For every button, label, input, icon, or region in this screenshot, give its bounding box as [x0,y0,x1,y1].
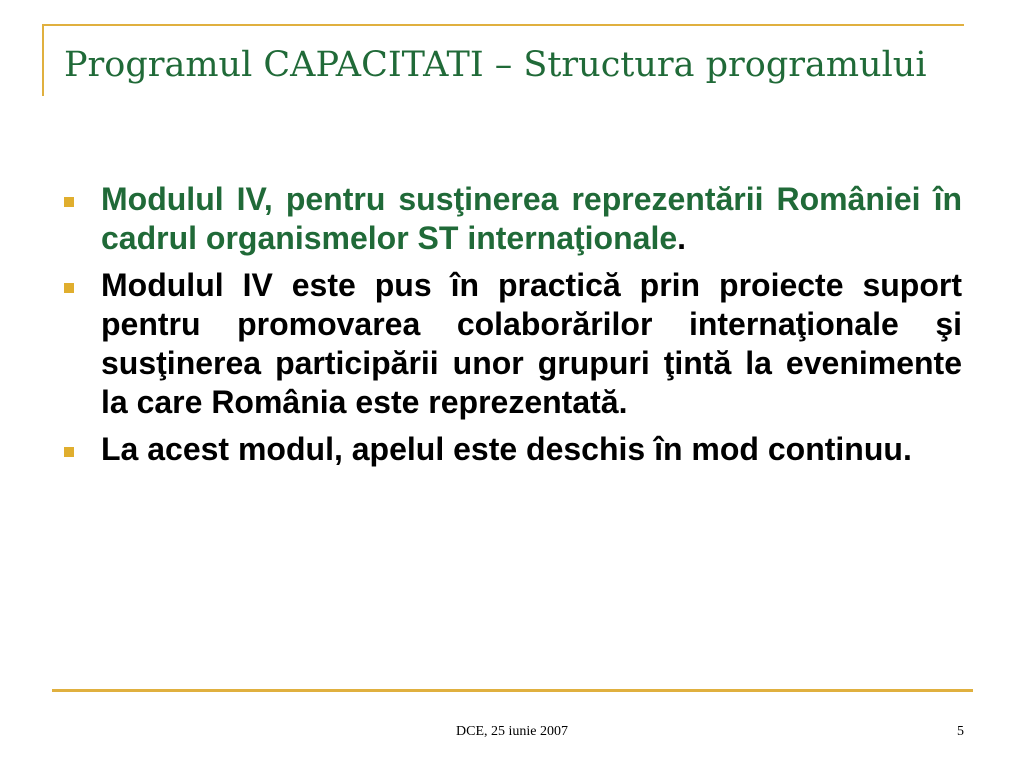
square-bullet-icon [64,283,74,293]
page-number: 5 [957,724,964,739]
footer-date: DCE, 25 iunie 2007 [456,724,568,739]
bullet-2-text: Modulul IV este pus în practică prin proiecte suport pentru promovarea colaborărilor internaţionale şi susţinerea participării unor grupuri ţintă la evenimente la care România este reprezentată. [101,267,962,420]
bullet-item-1 [62,180,962,258]
bullet-list [62,180,962,477]
top-frame-line [42,24,964,26]
bullet-item-3 [62,430,962,469]
bullet-1-text: Modulul IV, pentru susţinerea reprezentării României în cadrul organismelor ST internaţionale [101,181,962,256]
square-bullet-icon [64,197,74,207]
bullet-3-text: La acest modul, apelul este deschis în mod continuu. [101,431,912,467]
slide-title: Programul CAPACITATI – Structura programului [64,45,927,85]
bullet-1-tail: . [677,220,687,256]
left-frame-line [42,24,44,96]
footer-divider [52,689,973,692]
square-bullet-icon [64,447,74,457]
bullet-item-2 [62,266,962,422]
